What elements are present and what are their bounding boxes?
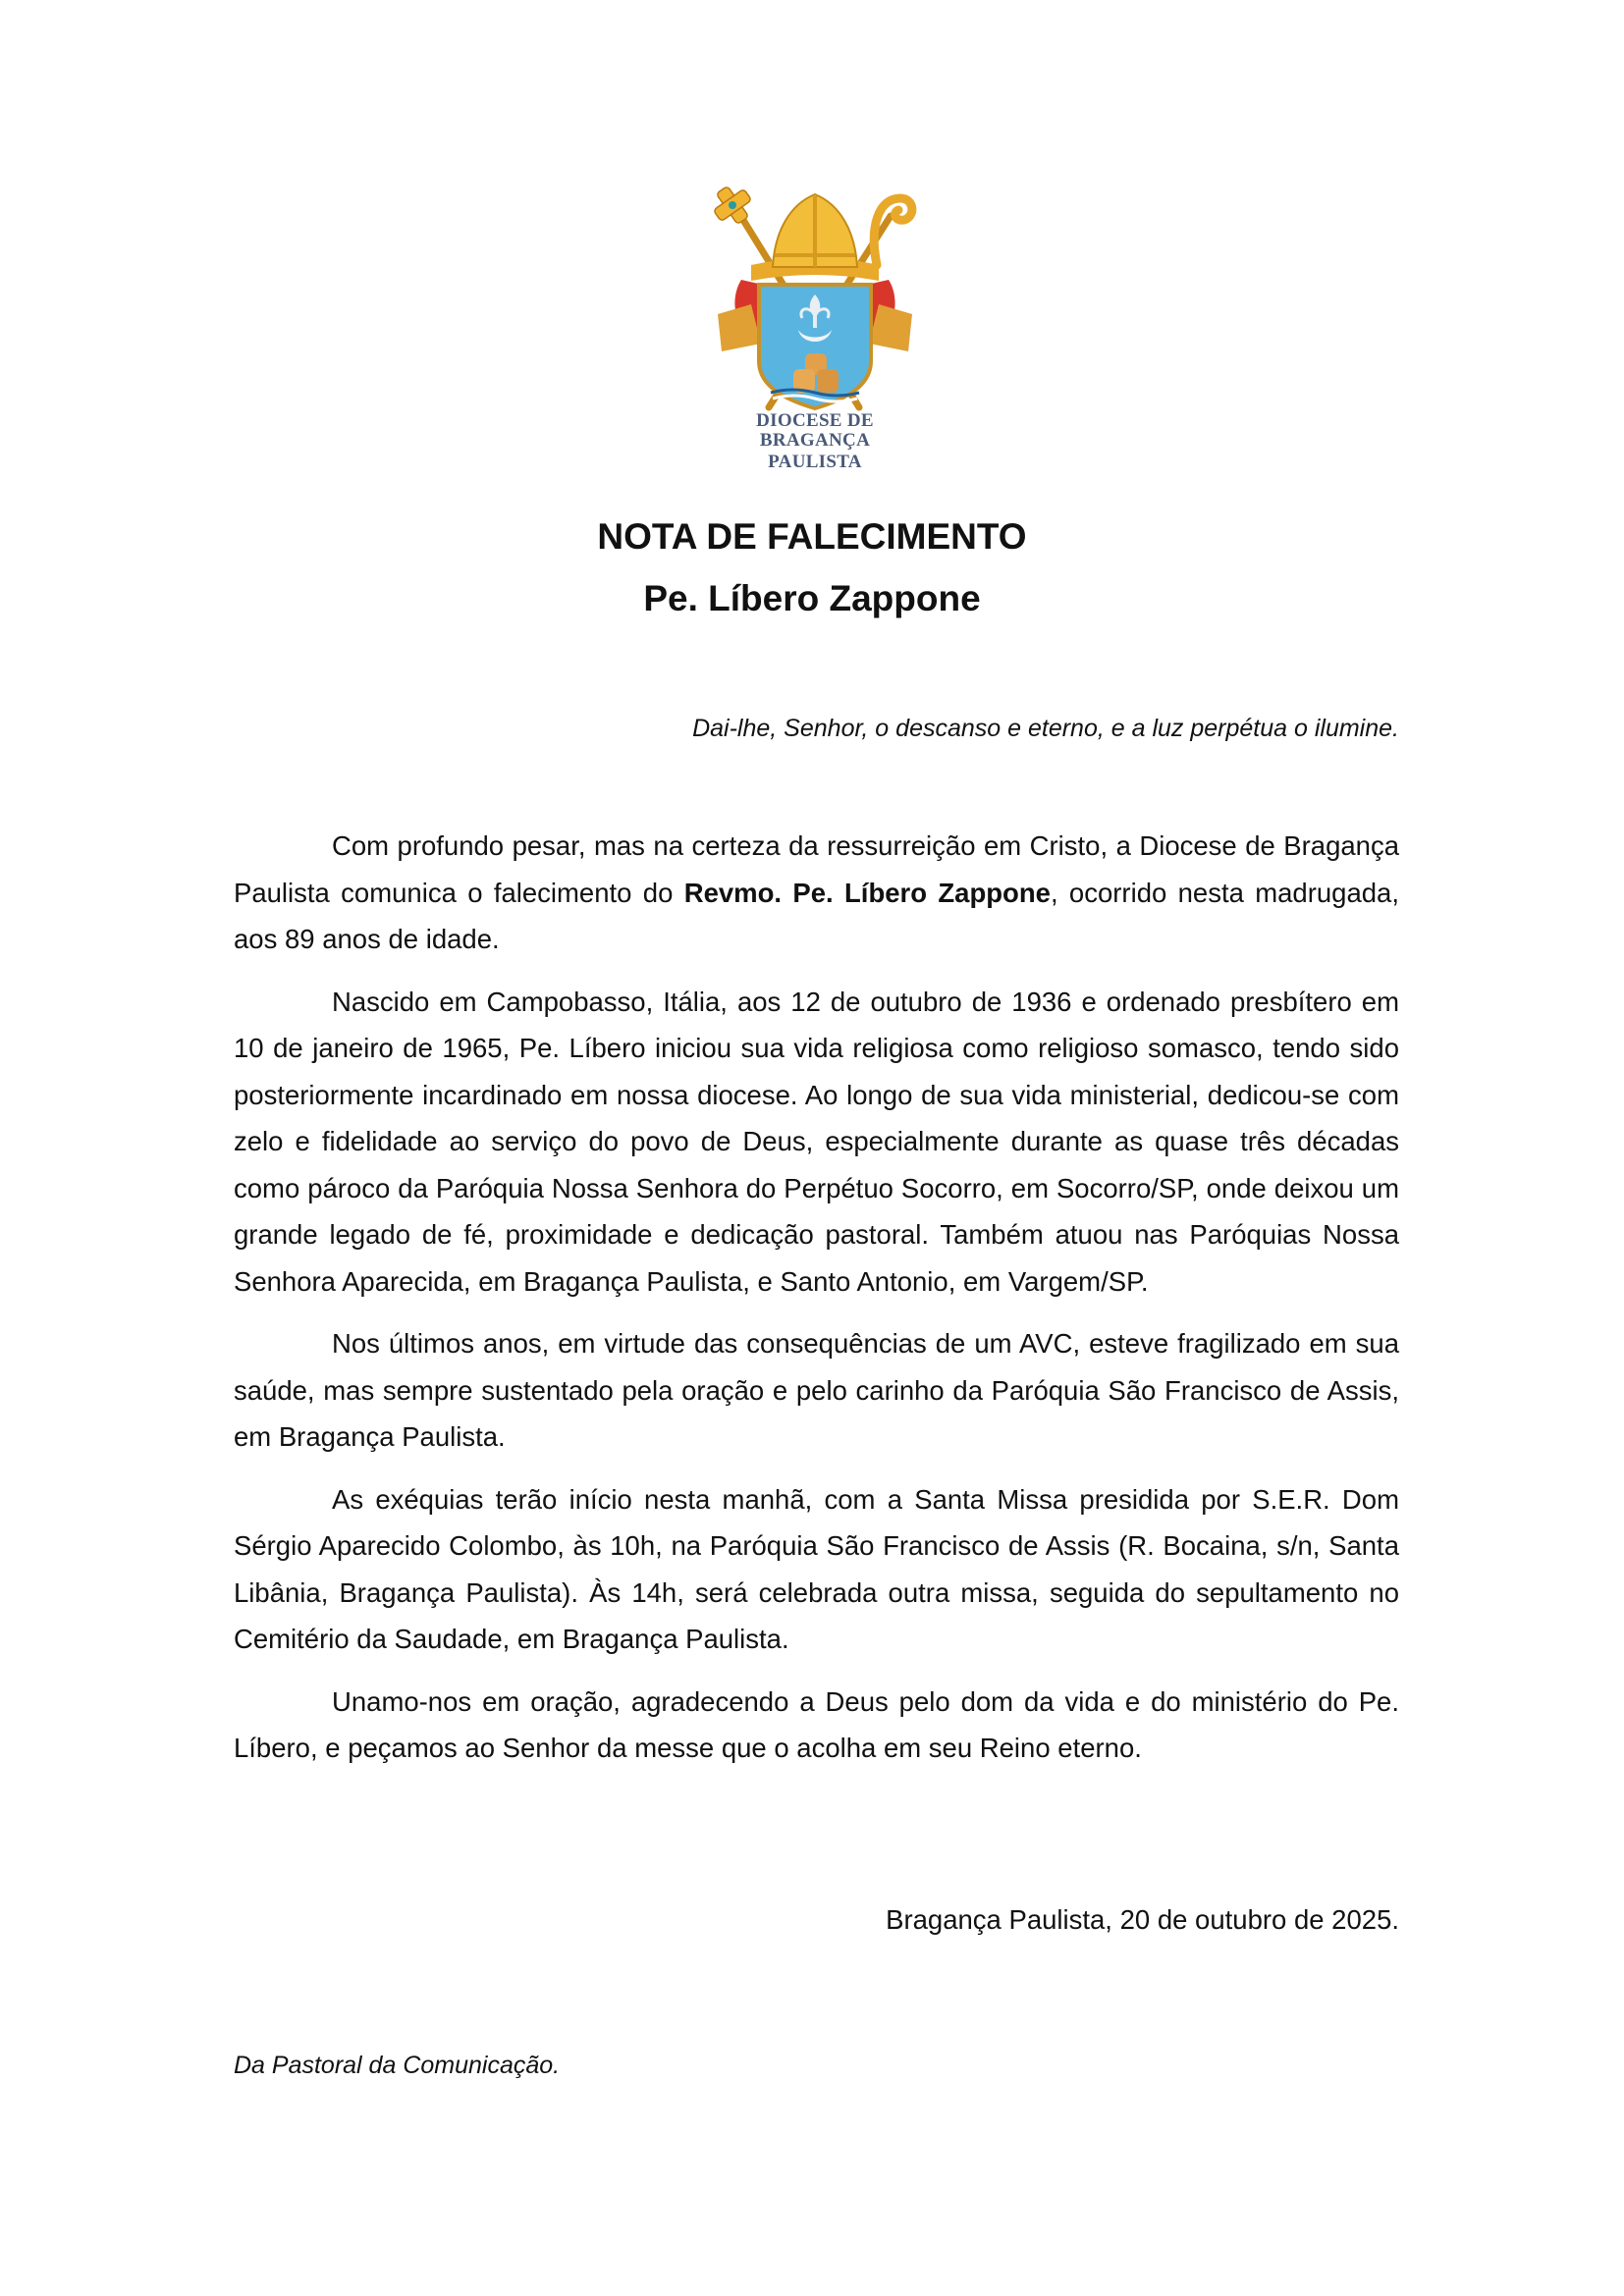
epigraph: Dai-lhe, Senhor, o descanso e eterno, e a luz perpétua o ilumine. <box>692 715 1399 742</box>
paragraph-2: Nascido em Campobasso, Itália, aos 12 de outubro de 1936 e ordenado presbítero em 10 de janeiro de 1965, Pe. Líbero iniciou sua vida religiosa como religioso somasco, tendo sido posteriormente incardinado em nossa diocese. Ao longo de sua vida ministerial, dedicou-se com zelo e fidelidade ao serviço do povo de Deus, especialmente durante as quase três décadas como pároco da Paróquia Nossa Senhora do Perpétuo Socorro, em Socorro/SP, onde deixou um grande legado de fé, proximidade e dedicação pastoral. Também atuou nas Paróquias Nossa Senhora Aparecida, em Bragança Paulista, e Santo Antonio, em Vargem/SP. <box>234 986 1399 1297</box>
signature: Da Pastoral da Comunicação. <box>234 2052 561 2079</box>
paragraph-4: As exéquias terão início nesta manhã, com a Santa Missa presidida por S.E.R. Dom Sérgio Aparecido Colombo, às 10h, na Paróquia São Francisco de Assis (R. Bocaina, s/n, Santa Libânia, Bragança Paulista). Às 14h, será celebrada outra missa, seguida do sepultamento no Cemitério da Saudade, em Bragança Paulista. <box>234 1483 1399 1654</box>
paragraph-1-text-end: , ocorrido nesta madrugada, aos 89 anos de idade. <box>234 877 1399 954</box>
paragraph-3: Nos últimos anos, em virtude das consequências de um AVC, esteve fragilizado em sua saúde, mas sempre sustentado pela oração e pelo carinho da Paróquia São Francisco de Assis, em Bragança Paulista. <box>234 1328 1399 1452</box>
coat-of-arms-icon <box>712 187 918 412</box>
logo-text-line1: DIOCESE DE <box>756 410 874 431</box>
diocese-logo <box>712 187 918 481</box>
page-subtitle: Pe. Líbero Zappone <box>643 578 981 618</box>
deceased-name: Revmo. Pe. Líbero Zappone <box>683 877 1051 908</box>
paragraph-1-text: Com profundo pesar, mas na certeza da ressurreição em Cristo, a Diocese de Bragança Paulista comunica o falecimento do <box>234 830 1399 908</box>
paragraph-5: Unamo-nos em oração, agradecendo a Deus pelo dom da vida e do ministério do Pe. Líbero, e peçamos ao Senhor da messe que o acolha em seu Reino eterno. <box>234 1685 1399 1763</box>
paragraph-1 <box>234 823 1399 963</box>
logo-text-line2: BRAGANÇA PAULISTA <box>759 430 871 472</box>
dateline: Bragança Paulista, 20 de outubro de 2025. <box>886 1904 1399 1935</box>
page-title: NOTA DE FALECIMENTO <box>597 516 1027 557</box>
body-text <box>234 823 1399 1788</box>
